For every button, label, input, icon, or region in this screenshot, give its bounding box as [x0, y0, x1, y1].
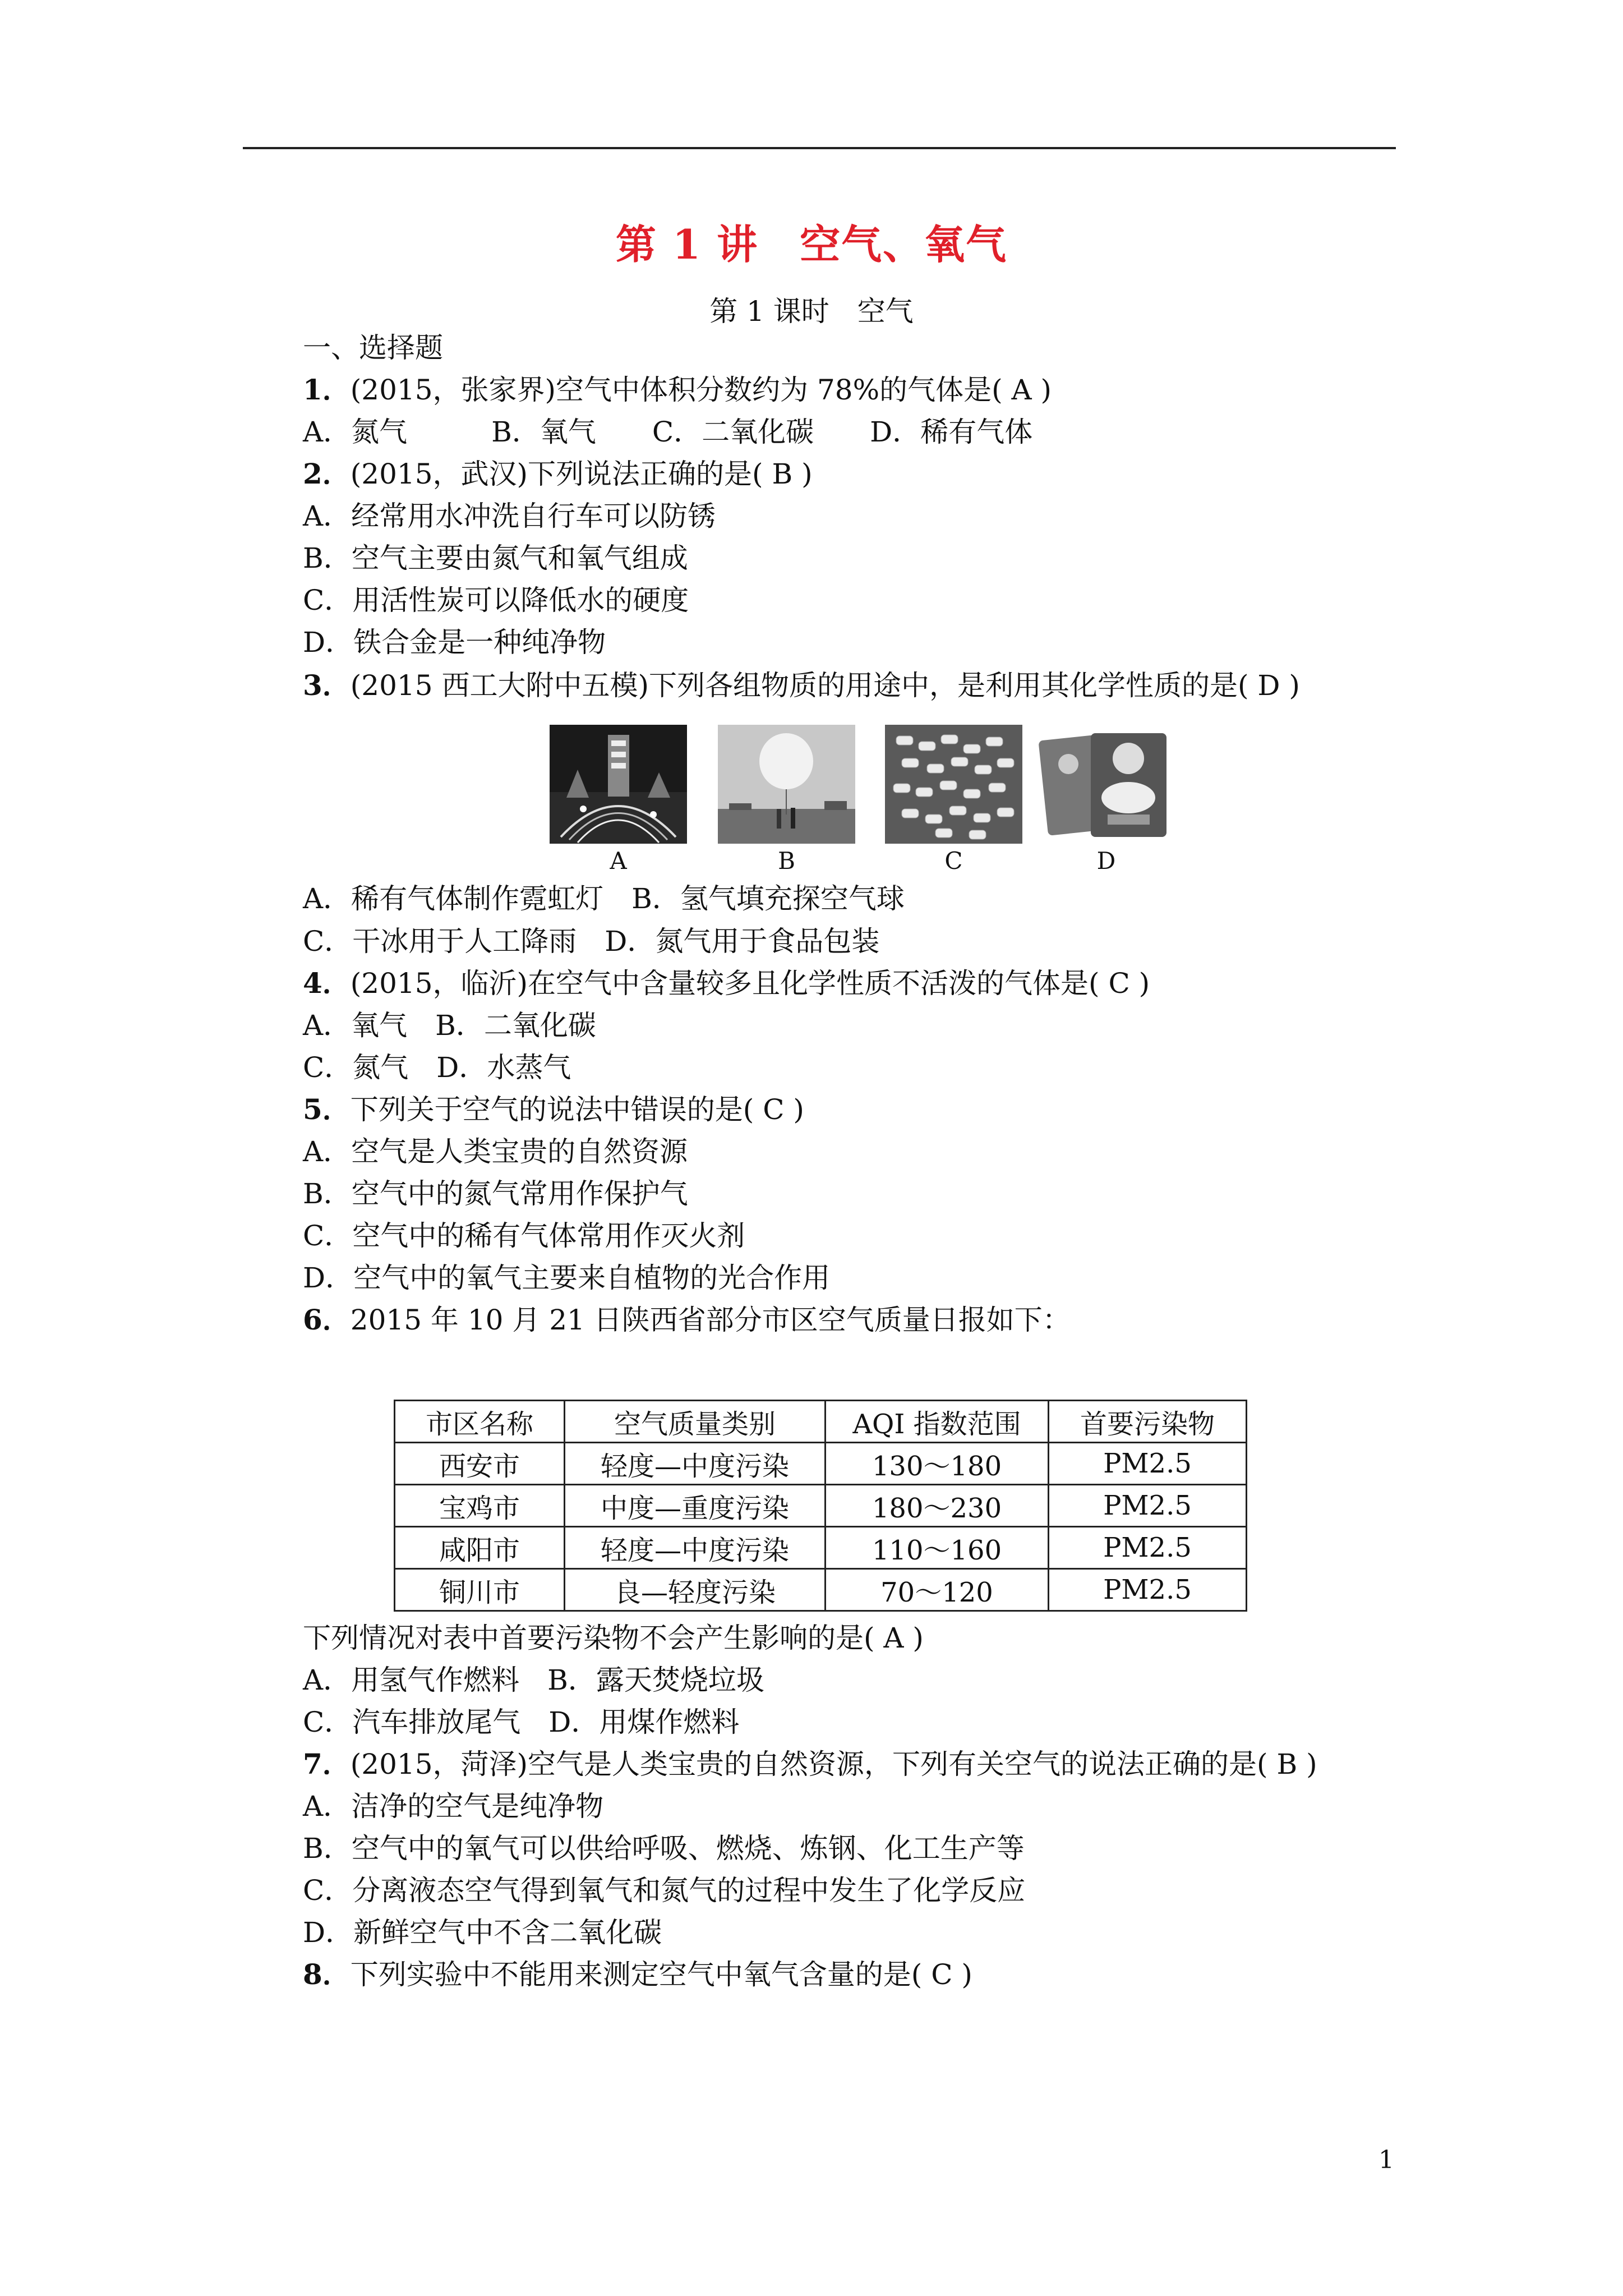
table-cell: PM2.5 — [1049, 1569, 1247, 1611]
figure-label-a: A — [610, 847, 627, 875]
table-cell: PM2.5 — [1049, 1485, 1247, 1527]
page-number: 1 — [1378, 2146, 1394, 2174]
question-3 — [303, 669, 1300, 702]
q6-follow-up: 下列情况对表中首要污染物不会产生影响的是( A ) — [303, 1622, 924, 1654]
question-stem: (2015 西工大附中五模)下列各组物质的用途中，是利用其化学性质的是( D ) — [350, 669, 1300, 702]
option-line: A．用氢气作燃料 B．露天焚烧垃圾 — [303, 1664, 764, 1696]
table-cell: 130～180 — [826, 1443, 1049, 1485]
question-5 — [303, 1093, 804, 1126]
table-cell: 180～230 — [826, 1485, 1049, 1527]
neon-lights-photo — [550, 725, 687, 844]
option-line: A．氧气 B．二氧化碳 — [303, 1009, 596, 1042]
air-quality-table — [394, 1400, 1247, 1612]
table-cell: 咸阳市 — [395, 1527, 565, 1569]
table-header-row — [395, 1401, 1247, 1443]
section-heading: 一、选择题 — [303, 332, 443, 364]
question-stem: 下列关于空气的说法中错误的是( C ) — [350, 1093, 804, 1126]
table-cell: 110～160 — [826, 1527, 1049, 1569]
figure-label-d: D — [1096, 847, 1116, 875]
balloon-photo — [718, 725, 855, 844]
page-title: 第 1 讲 空气、氧气 — [615, 220, 1008, 268]
snack-bag-photo — [1038, 725, 1175, 844]
question-number: 4． — [303, 967, 351, 1000]
table-row — [395, 1569, 1247, 1611]
header-rule — [243, 147, 1396, 149]
option-line: C．氮气 D．水蒸气 — [303, 1051, 571, 1084]
option-line: A．经常用水冲洗自行车可以防锈 — [303, 500, 716, 532]
table-row — [395, 1485, 1247, 1527]
question-7 — [303, 1747, 1317, 1781]
option-line: D．空气中的氧气主要来自植物的光合作用 — [303, 1262, 831, 1294]
option-line: B．空气中的氮气常用作保护气 — [303, 1177, 688, 1210]
table-cell: 宝鸡市 — [395, 1485, 565, 1527]
option-line: B．空气主要由氮气和氧气组成 — [303, 542, 688, 574]
question-4 — [303, 967, 1150, 1000]
table-cell: PM2.5 — [1049, 1527, 1247, 1569]
table-cell: 70～120 — [826, 1569, 1049, 1611]
question-stem: (2015，武汉)下列说法正确的是( B ) — [350, 458, 813, 490]
figure-label-b: B — [778, 847, 795, 875]
table-row — [395, 1443, 1247, 1485]
option-line: C．汽车排放尾气 D．用煤作燃料 — [303, 1706, 740, 1738]
table-row — [395, 1527, 1247, 1569]
option-line: C．用活性炭可以降低水的硬度 — [303, 584, 689, 616]
question-stem: (2015，菏泽)空气是人类宝贵的自然资源，下列有关空气的说法正确的是( B ) — [350, 1748, 1317, 1780]
dry-ice-photo — [885, 725, 1022, 844]
question-stem: (2015，临沂)在空气中含量较多且化学性质不活泼的气体是( C ) — [350, 967, 1150, 1000]
question-number: 3． — [303, 669, 351, 702]
option-line: D．新鲜空气中不含二氧化碳 — [303, 1916, 662, 1949]
option-line: B．空气中的氧气可以供给呼吸、燃烧、炼钢、化工生产等 — [303, 1832, 1025, 1865]
column-header: 首要污染物 — [1049, 1401, 1247, 1443]
question-number: 8． — [303, 1958, 351, 1991]
option-line: A．稀有气体制作霓虹灯 B．氢气填充探空气球 — [303, 882, 905, 915]
figure-label-c: C — [944, 847, 963, 875]
option-line: C．干冰用于人工降雨 D．氮气用于食品包装 — [303, 925, 880, 958]
question-number: 2． — [303, 457, 351, 490]
question-number: 1． — [303, 373, 351, 406]
option-line: C．空气中的稀有气体常用作灭火剂 — [303, 1220, 745, 1252]
option-line: C．分离液态空气得到氧气和氮气的过程中发生了化学反应 — [303, 1874, 1026, 1907]
q1-options: A．氮气 B．氧气 C．二氧化碳 D．稀有气体 — [303, 416, 1033, 448]
question-number: 6． — [303, 1303, 351, 1336]
column-header: AQI 指数范围 — [826, 1401, 1049, 1443]
question-number: 7． — [303, 1747, 351, 1780]
column-header: 空气质量类别 — [565, 1401, 826, 1443]
table-cell: 轻度—中度污染 — [565, 1443, 826, 1485]
option-line: A．洁净的空气是纯净物 — [303, 1790, 604, 1823]
question-2 — [303, 457, 813, 491]
question-stem: (2015，张家界)空气中体积分数约为 78%的气体是( A ) — [350, 374, 1052, 406]
table-cell: 良—轻度污染 — [565, 1569, 826, 1611]
option-line: A．空气是人类宝贵的自然资源 — [303, 1135, 688, 1168]
question-6 — [303, 1303, 1071, 1337]
column-header: 市区名称 — [395, 1401, 565, 1443]
table-cell: 中度—重度污染 — [565, 1485, 826, 1527]
question-1 — [303, 373, 1052, 407]
page-subtitle: 第 1 课时 空气 — [709, 295, 914, 328]
table-cell: PM2.5 — [1049, 1443, 1247, 1485]
question-8 — [303, 1958, 972, 1991]
table-cell: 铜川市 — [395, 1569, 565, 1611]
table-cell: 西安市 — [395, 1443, 565, 1485]
question-stem: 2015 年 10 月 21 日陕西省部分市区空气质量日报如下： — [350, 1304, 1071, 1336]
table-cell: 轻度—中度污染 — [565, 1527, 826, 1569]
question-stem: 下列实验中不能用来测定空气中氧气含量的是( C ) — [350, 1958, 972, 1991]
option-line: D．铁合金是一种纯净物 — [303, 626, 606, 659]
question-number: 5． — [303, 1093, 351, 1126]
